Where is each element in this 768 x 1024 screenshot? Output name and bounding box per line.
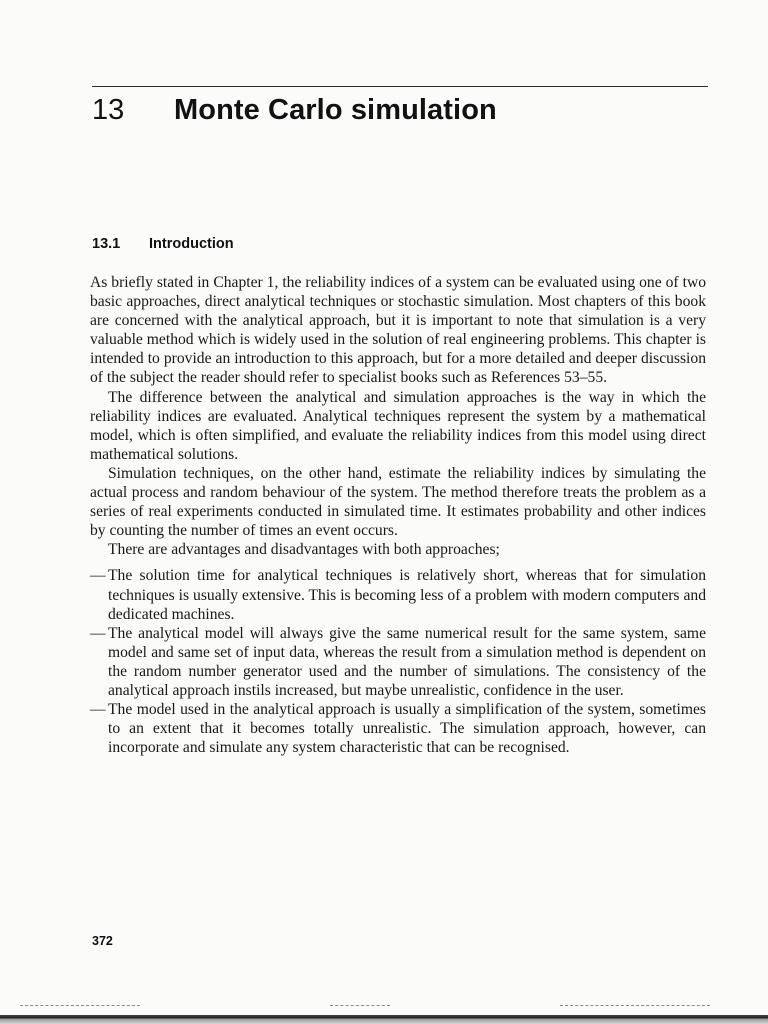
list-item-text: The model used in the analytical approach is usually a simplification of the system, sometimes to an extent that it becomes totally unrealistic. The simulation approach, however, can incorporate and simulate any system characteristic that can be recognised. <box>108 701 706 757</box>
scan-artifact <box>560 1005 710 1007</box>
chapter-heading <box>92 88 497 132</box>
scan-edge <box>0 1012 768 1024</box>
body-text <box>90 273 706 757</box>
chapter-title: Monte Carlo simulation <box>174 93 497 126</box>
section-title: Introduction <box>149 236 234 252</box>
list-item-text: The solution time for analytical techniques is relatively short, whereas that for simulation techniques is usually extensive. This is becoming less of a problem with modern computers and dedicated machines. <box>108 567 706 623</box>
list-item-text: The analytical model will always give the same numerical result for the same system, same model and same set of input data, whereas the result from a simulation method is dependent on the random number generator used and the number of simulations. The consistency of the analytical approach instils increased, but maybe unrealistic, confidence in the user. <box>108 624 706 699</box>
paragraph-simulation: Simulation techniques, on the other hand, estimate the reliability indices by simulating the actual process and random behaviour of the system. The method therefore treats the problem as a series of real experiments conducted in simulated time. It estimates probability and other indices by counting the number of times an event occurs. <box>90 464 706 540</box>
list-item <box>90 624 706 700</box>
list-item <box>90 700 706 757</box>
page-number: 372 <box>92 934 113 948</box>
comparison-list <box>90 566 706 757</box>
list-item <box>90 566 706 623</box>
paragraph-difference: The difference between the analytical and simulation approaches is the way in which the reliability indices are evaluated. Analytical techniques represent the system by a mathematical model, which is often simplified, and evaluate the reliability indices from this model using direct mathematical solutions. <box>90 388 706 463</box>
list-dash: — <box>90 567 105 585</box>
scan-artifact <box>20 1005 140 1007</box>
section-number: 13.1 <box>92 236 121 252</box>
section-heading <box>92 236 234 252</box>
scan-artifact <box>330 1005 390 1007</box>
list-dash: — <box>90 701 105 719</box>
chapter-top-rule <box>92 86 708 87</box>
paragraph-advantages: There are advantages and disadvantages with both approaches; <box>108 541 500 559</box>
paragraph-intro: As briefly stated in Chapter 1, the reliability indices of a system can be evaluated using one of two basic approaches, direct analytical techniques or stochastic simulation. Most chapters of this book are concerned with the analytical approach, but it is important to note that simulation is a very valuable method which is widely used in the solution of real engineering problems. This chapter is intended to provide an introduction to this approach, but for a more detailed and deeper discussion of the subject the reader should refer to specialist books such as References 53–55. <box>90 274 706 387</box>
chapter-number: 13 <box>92 93 125 126</box>
list-dash: — <box>90 624 105 642</box>
